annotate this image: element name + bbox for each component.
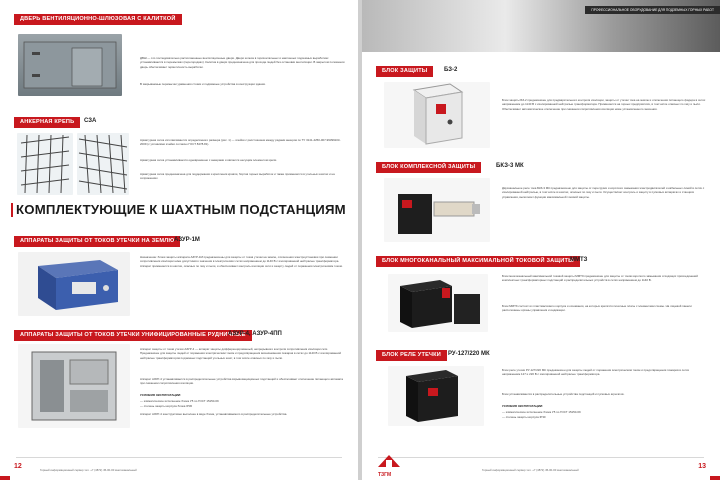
logo-mark-icon [378,455,400,467]
azur1-device [18,252,130,316]
mmtz-text-2: Блок ММТЗ состоит из пластмассового корпуса и основания, на которых крепятся печатные платы с элементами схемы. На лицевой панели расположены органы управления и индикации. [502,304,692,313]
footer-accent [710,476,720,480]
azur1-header: АППАРАТЫ ЗАЩИТЫ ОТ ТОКОВ УТЕЧКИ НА ЗЕМЛЮ [14,236,180,247]
section-title: КОМПЛЕКТУЮЩИЕ К ШАХТНЫМ ПОДСТАНЦИЯМ [16,202,346,217]
azur1-photo [18,252,130,316]
azur4-condition-1: — климатическое исполнение блока У5 по ГОСТ 15150-69 [140,399,219,403]
logo-text: ТЗГМ [378,472,392,478]
footer-accent [0,476,10,480]
bkz-device [384,178,490,242]
bz2-text: Блок защиты БЗ-2 предназначен для предварительного контроля изоляции, защиты от утечки тока на землю и отключения питающего фидера в сетях напряжением до 1140 В с изолированной нейтралью трансформатора. Применяется на горных предприятиях, в том числе опасных по газу и пыли. Обеспечивает автоматическое отключение при снижении сопротивления изоляции ниже установленного значения. [502,98,706,111]
company-logo [378,454,400,478]
footer-divider [378,457,704,458]
azur4-text-3: Аппарат АЗУР-4 конструктивно выполнен в виде блока, устанавливаемого в распределительные устройства. [140,412,288,416]
anchor-text-1: Арматурная сетка изготавливается определённого размера (рис. 1) — ячейки с расстоянием между рядами анкеров по ТУ 3141-4250-007-99399103-2009 (с условиями ячейки согласно ГОСТ 8478-81). [140,138,341,147]
door-drawing [18,34,122,96]
footer-right: Горный информационный сервер тел. +7 (4872) 45-00-00 многоканальный [482,468,579,472]
azur4-header: АППАРАТЫ ЗАЩИТЫ ОТ ТОКОВ УТЕЧКИ УНИФИЦИРОВАННЫЕ РУДНИЧНЫЕ [14,330,252,341]
ru-model: РУ-127/220 МК [448,351,490,357]
ru-device [388,366,484,426]
door-text: ДВШ — это последовательно расположенные вентиляционные двери. Двери шлюза в горизонтальных и наклонных подземных выработках устанавливаются в перемычках (перегородках). Калитка в двери предназначена для прохода людей без остановки вентиляции. В закрытом положении дверь обеспечивает герметичность выработки. [140,56,345,69]
bkz-text: Двухканальное реле тока БКЗ-3 МК предназначено для защиты от перегрузки и короткого замыкания электродвигателей и кабельных линий в сетях с изолированной нейтралью, в том числе в шахтах, опасных по газу и пыли. Осуществляет контроль и защиту в пусковых аппаратах и станциях управления, выполняет функции максимальной токовой защиты. [502,186,705,199]
mesh-icon [17,133,73,195]
right-page [362,0,720,480]
bz2-photo [384,82,490,148]
mmtz-header: БЛОК МНОГОКАНАЛЬНЫЙ МАКСИМАЛЬНОЙ ТОКОВОЙ ЗАЩИТЫ [376,256,580,267]
ru-header: БЛОК РЕЛЕ УТЕЧКИ [376,350,447,361]
ru-text-2: Блок устанавливается в распределительные устройства подстанций и пусковых агрегатов. [502,392,625,396]
azur1-model: АЗУР-1М [174,237,200,243]
mesh-icon [77,133,129,195]
door-photo [18,34,122,96]
bkz-model: БКЗ-3 МК [496,163,524,169]
anchor-model: СЗА [84,118,97,124]
mmtz-model: ММТЗ [570,257,588,263]
left-page [0,0,358,480]
mmtz-text: Блок многоканальный максимальной токовой защиты ММТЗ предназначен для защиты от токов короткого замыкания отходящих присоединений комплектных трансформаторных подстанций и распределительных устройств в сетях напряжением до 1140 В. [502,274,698,283]
anchor-text-2: Арматурная сетка устанавливается одновременно с анкерами и является несущим элементом крепи. [140,158,278,162]
mmtz-photo [388,274,488,332]
anchor-header: АНКЕРНАЯ КРЕПЬ [14,117,80,128]
bkz-photo [384,178,490,242]
door-note: В закрываемые перемычки уравнения стояки и подвижные устройства в конструкции здания. [140,82,266,86]
azur1-text: Назначение: блоки защиты аппарата АЗУР-1М предназначены для защиты от токов утечки на землю, отключения электроустановки при снижении сопротивления изоляции ниже допустимого значения в электрических сетях напряжением до 1140 В с изолированной нейтралью трансформатора. Аппарат применяется в шахтах, опасных по газу и пыли, и обеспечивает контроль изоляции сети и защиту людей от поражения электрическим током. [140,255,343,268]
azur4-text-2: Аппарат АЗУР-4 устанавливается в распределительные устройства взрывозащищённых подстанций и обеспечивает отключение питающего автомата при снижении сопротивления изоляции. [140,377,343,386]
page-number-left: 12 [14,463,22,470]
bz2-device [384,82,490,148]
mmtz-device [388,274,488,332]
anchor-photo-2 [77,133,129,195]
azur4-device [18,344,130,428]
ru-conditions-title: УСЛОВИЯ ЭКСПЛУАТАЦИИ: [502,404,544,408]
door-header: ДВЕРЬ ВЕНТИЛЯЦИОННО-ШЛЮЗОВАЯ С КАЛИТКОЙ [14,14,182,25]
bz2-model: БЗ-2 [444,67,458,73]
ru-text: Блок реле утечки РУ-127/220 МК предназначен для защиты людей от поражения электрическим током и предотвращения пожаров в сетях напряжением 127 и 220 В с изолированной нейтралью трансформатора. [502,368,690,377]
azur4-condition-2: — степень защиты корпуса блока IP30 [140,404,193,408]
ru-photo [388,366,484,426]
anchor-photo-1 [17,133,73,195]
top-bar: ПРОФЕССИОНАЛЬНОЕ ОБОРУДОВАНИЕ ДЛЯ ПОДЗЕМНЫХ ГОРНЫХ РАБОТ [585,6,720,14]
azur4-photo [18,344,130,428]
ru-condition-1: — климатическое исполнение блока У5 по ГОСТ 15150-69 [502,410,581,414]
footer-divider [16,457,342,458]
bkz-header: БЛОК КОМПЛЕКСНОЙ ЗАЩИТЫ [376,162,481,173]
anchor-text-3: Арматурная сетка предназначена для поддержания и крепления кровли, бортов горных выработок и также применяется в угольных шахтах и на сопряжениях. [140,172,335,181]
bz2-header: БЛОК ЗАЩИТЫ [376,66,433,77]
ru-condition-2: — степень защиты корпуса IP30 [502,415,546,419]
page-number-right: 13 [698,463,706,470]
azur4-model: АЗУР-4, АЗУР-4ПП [228,331,282,337]
footer-left: Горный информационный сервер тел. +7 (4872) 45-00-00 многоканальный [40,468,137,472]
azur4-conditions-title: УСЛОВИЯ ЭКСПЛУАТАЦИИ: [140,393,182,397]
azur4-text: Аппарат защиты от токов утечки АЗУР-4 — аппарат защиты дифференцированный, непрерывного контроля сопротивления изоляции сети. Предназначен для защиты людей от поражения электрическим током и предотвращения возникновения пожаров в сетях до 1140 В с изолированной нейтралью трансформаторов подземных подстанций угольных шахт, в том числе опасных по газу и пыли. [140,347,341,360]
